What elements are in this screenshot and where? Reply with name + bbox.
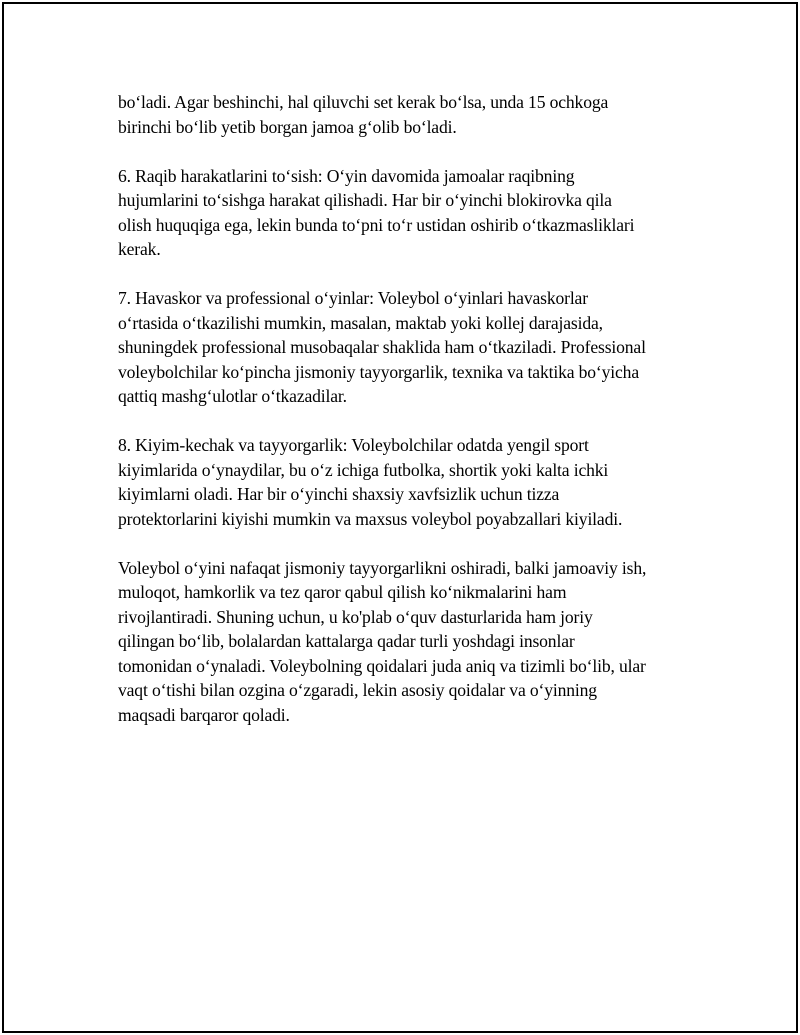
paragraph-item-8: 8. Kiyim-kechak va tayyorgarlik: Voleybolchilar odatda yengil sport kiyimlarida o‘ynaydilar, bu o‘z ichiga futbolka, shortik yoki kalta ichki kiyimlarni oladi. Har bir o‘yinchi shaxsiy xavfsizlik uchun tizza protektorlarini kiyishi mumkin va maxsus voleybol poyabzallari kiyiladi. (118, 435, 623, 529)
paragraph-continuation: bo‘ladi. Agar beshinchi, hal qiluvchi set kerak bo‘lsa, unda 15 ochkoga birinchi bo‘lib yetib borgan jamoa g‘olib bo‘ladi. (118, 92, 609, 137)
paragraph-item-6: 6. Raqib harakatlarini to‘sish: O‘yin davomida jamoalar raqibning hujumlarini to‘sishga harakat qilishadi. Har bir o‘yinchi blokirovka qila olish huquqiga ega, lekin bunda to‘pni to‘r ustidan oshirib o‘tkazmasliklari kerak. (118, 165, 635, 259)
paragraph-conclusion: Voleybol o‘yini nafaqat jismoniy tayyorgarlikni oshiradi, balki jamoaviy ish, muloqot, hamkorlik va tez qaror qabul qilish ko‘nikmalarini ham rivojlantiradi. Shuning uchun, u ko'plab o‘quv dasturlarida ham joriy qilingan bo‘lib, bolalardan kattalarga qadar turli yoshdagi insonlar tomonidan o‘ynaladi. Voleybolning qoidalari juda aniq va tizimli bo‘lib, ular vaqt o‘tishi bilan ozgina o‘zgaradi, lekin asosiy qoidalar va o‘yinning maqsadi barqaror qoladi. (118, 557, 647, 725)
paragraph-item-7: 7. Havaskor va professional o‘yinlar: Voleybol o‘yinlari havaskorlar o‘rtasida o‘tkazilishi mumkin, masalan, maktab yoki kollej darajasida, shuningdek professional musobaqalar shaklida ham o‘tkaziladi. Professional voleybolchilar ko‘pincha jismoniy tayyorgarlik, texnika va taktika bo‘yicha qattiq mashg‘ulotlar o‘tkazadilar. (118, 288, 646, 406)
document-body (118, 90, 698, 752)
